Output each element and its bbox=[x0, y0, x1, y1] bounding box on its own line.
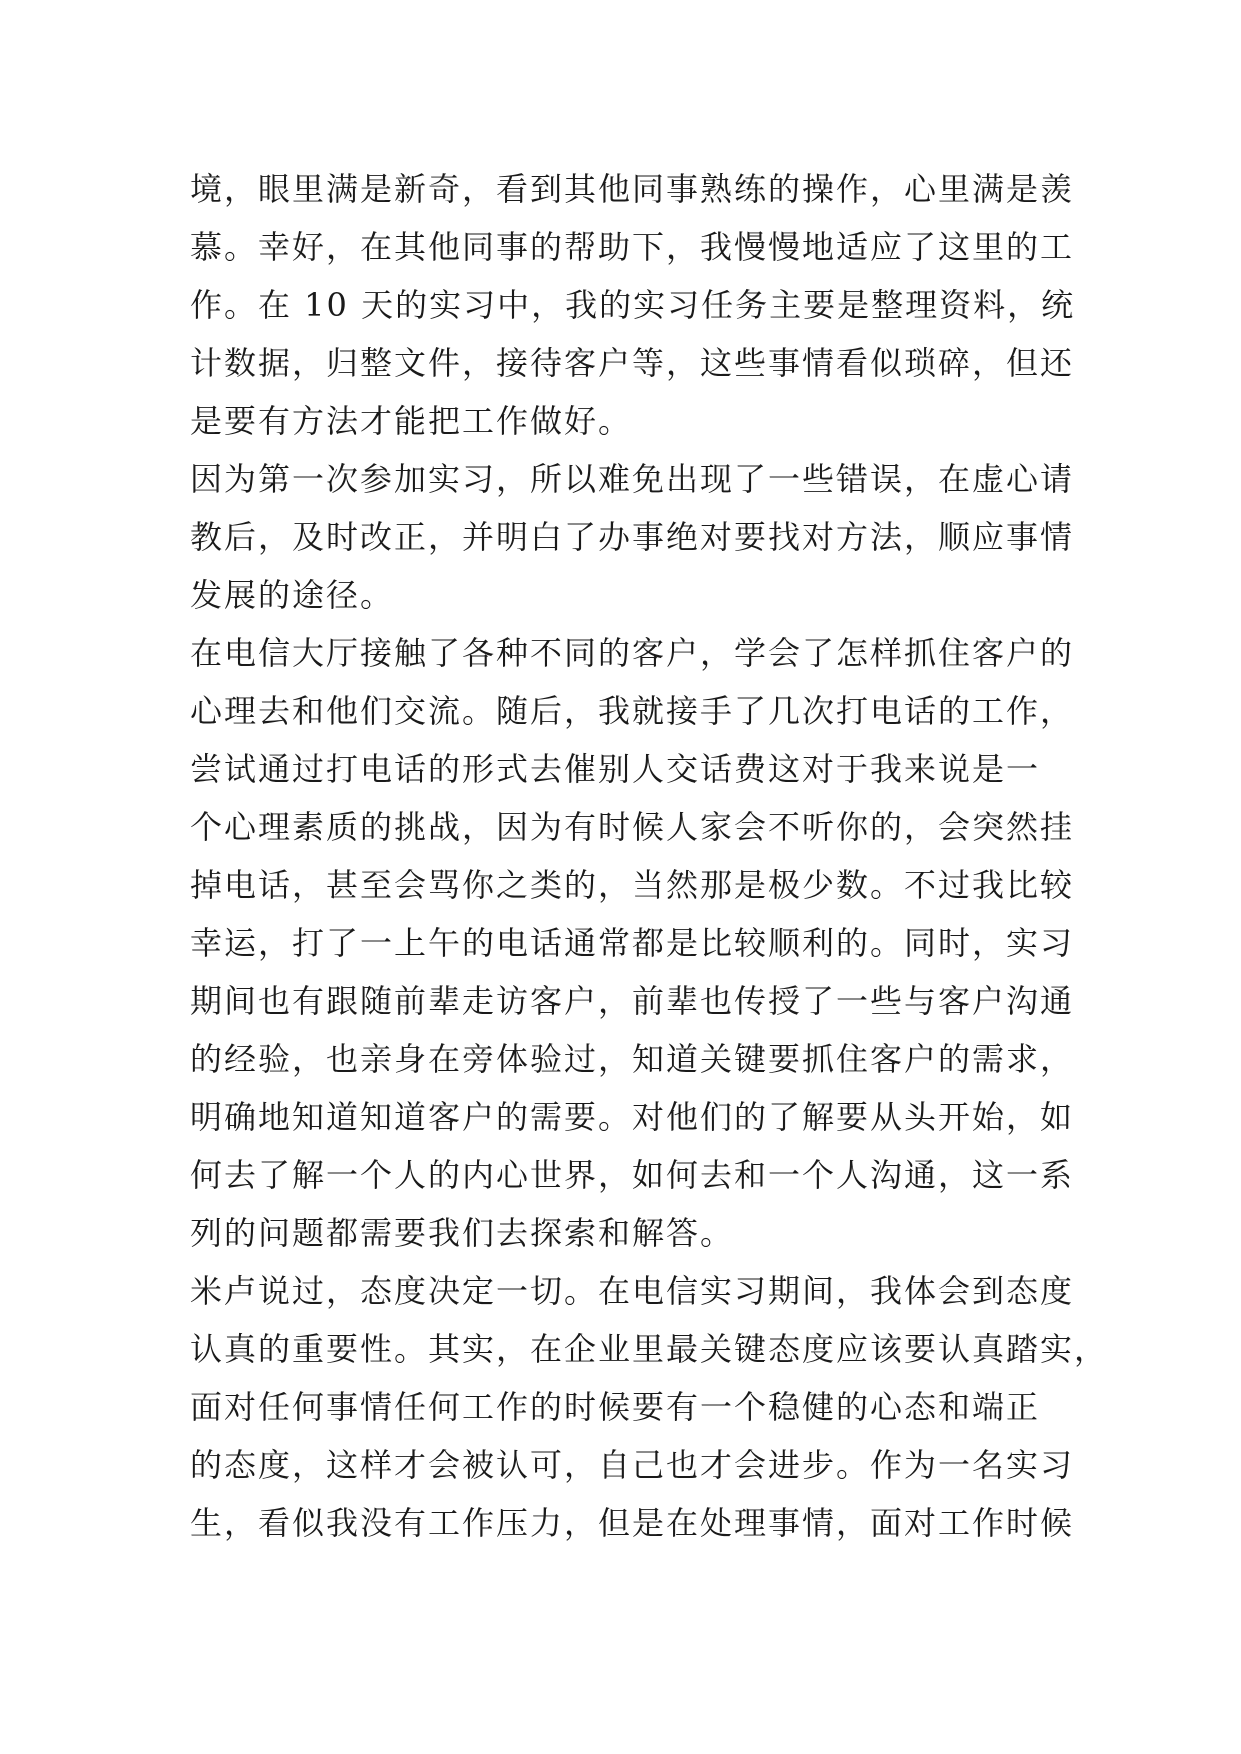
text-line: 计数据，归整文件，接待客户等，这些事情看似琐碎，但还 bbox=[190, 344, 1075, 382]
text-line: 的经验，也亲身在旁体验过，知道关键要抓住客户的需求， bbox=[190, 1040, 1075, 1078]
text-line: 慕。幸好，在其他同事的帮助下，我慢慢地适应了这里的工 bbox=[190, 228, 1075, 266]
text-line: 心理去和他们交流。随后，我就接手了几次打电话的工作， bbox=[190, 692, 1075, 730]
text-line: 尝试通过打电话的形式去催别人交话费这对于我来说是一 bbox=[190, 750, 1041, 788]
text-line: 的态度，这样才会被认可，自己也才会进步。作为一名实习 bbox=[190, 1446, 1075, 1484]
text-line: 列的问题都需要我们去探索和解答。 bbox=[190, 1214, 735, 1252]
text-line: 教后，及时改正，并明白了办事绝对要找对方法，顺应事情 bbox=[190, 518, 1075, 556]
text-line: 米卢说过，态度决定一切。在电信实习期间，我体会到态度 bbox=[190, 1272, 1075, 1310]
document-body bbox=[190, 160, 1109, 1552]
text-line: 因为第一次参加实习，所以难免出现了一些错误，在虚心请 bbox=[190, 460, 1075, 498]
text-line: 掉电话，甚至会骂你之类的，当然那是极少数。不过我比较 bbox=[190, 866, 1075, 904]
text-line: 在电信大厅接触了各种不同的客户，学会了怎样抓住客户的 bbox=[190, 634, 1075, 672]
text-line: 面对任何事情任何工作的时候要有一个稳健的心态和端正 bbox=[190, 1388, 1041, 1426]
text-line: 何去了解一个人的内心世界，如何去和一个人沟通，这一系 bbox=[190, 1156, 1075, 1194]
text-line: 发展的途径。 bbox=[190, 576, 395, 614]
text-line: 生，看似我没有工作压力，但是在处理事情，面对工作时候 bbox=[190, 1504, 1075, 1542]
text-line: 期间也有跟随前辈走访客户，前辈也传授了一些与客户沟通 bbox=[190, 982, 1075, 1020]
text-line: 境，眼里满是新奇，看到其他同事熟练的操作，心里满是羡 bbox=[190, 170, 1075, 208]
text-line: 幸运，打了一上午的电话通常都是比较顺利的。同时，实习 bbox=[190, 924, 1075, 962]
text-line: 作。在 10 天的实习中，我的实习任务主要是整理资料，统 bbox=[190, 286, 1076, 324]
text-line: 是要有方法才能把工作做好。 bbox=[190, 402, 633, 440]
text-line: 明确地知道知道客户的需要。对他们的了解要从头开始，如 bbox=[190, 1098, 1075, 1136]
text-line: 个心理素质的挑战，因为有时候人家会不听你的，会突然挂 bbox=[190, 808, 1075, 846]
text-line: 认真的重要性。其实，在企业里最关键态度应该要认真踏实， bbox=[190, 1330, 1109, 1368]
